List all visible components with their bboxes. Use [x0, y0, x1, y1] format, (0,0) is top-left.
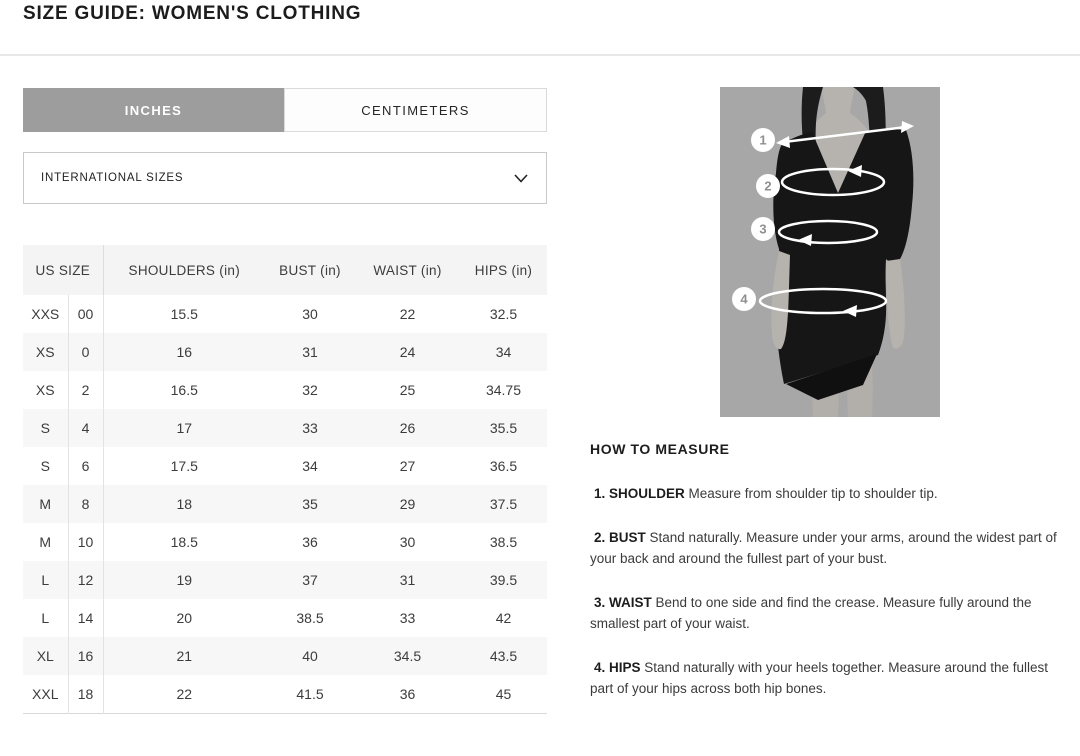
item-text: Stand naturally with your heels together. Measure around the fullest part of your hips across both hip bones. — [590, 659, 1049, 696]
cell-us-number: 2 — [68, 371, 103, 409]
cell-hips: 34 — [495, 344, 512, 360]
col-header-waist: WAIST (in) — [355, 245, 460, 295]
international-sizes-dropdown[interactable] — [23, 152, 547, 204]
item-label: 3. WAIST — [594, 594, 652, 610]
cell-shoulders: 17.5 — [170, 458, 198, 474]
table-row — [23, 675, 547, 713]
cell-waist: 22 — [399, 306, 416, 322]
measure-badge-4: 4 — [740, 291, 748, 307]
cell-shoulders: 16.5 — [170, 382, 198, 398]
table-row — [23, 561, 547, 599]
cell-shoulders: 16 — [176, 344, 193, 360]
cell-size-letter: M — [23, 485, 68, 523]
header-divider — [0, 54, 1080, 56]
cell-hips: 37.5 — [489, 496, 518, 512]
item-text: Bend to one side and find the crease. Measure fully around the smallest part of your waist. — [590, 594, 1032, 631]
cell-bust: 33 — [302, 420, 318, 436]
cell-shoulders: 22 — [176, 685, 193, 702]
chevron-down-icon — [514, 174, 528, 183]
size-table-header — [23, 245, 547, 295]
cell-size-letter: L — [23, 599, 68, 637]
measure-badge-1: 1 — [759, 132, 767, 148]
item-label: 2. BUST — [594, 529, 646, 545]
col-header-hips: HIPS (in) — [460, 245, 547, 295]
cell-bust: 40 — [302, 648, 318, 664]
cell-waist: 26 — [399, 420, 416, 436]
item-label: 1. SHOULDER — [594, 486, 685, 501]
cell-us-number: 00 — [68, 295, 103, 333]
cell-shoulders: 18.5 — [170, 534, 198, 550]
cell-bust: 41.5 — [296, 685, 324, 702]
how-to-item-shoulder — [590, 483, 1070, 505]
how-to-measure-section — [590, 441, 1070, 722]
cell-us-number: 14 — [68, 599, 103, 637]
cell-hips: 38.5 — [489, 534, 518, 550]
table-row — [23, 599, 547, 637]
table-row — [23, 523, 547, 561]
cell-bust: 38.5 — [296, 610, 324, 626]
cell-bust: 30 — [302, 306, 318, 322]
cell-us-number: 0 — [68, 333, 103, 371]
col-header-bust: BUST (in) — [265, 245, 355, 295]
cell-size-letter: XXS — [23, 295, 68, 333]
cell-us-number: 4 — [68, 409, 103, 447]
cell-size-letter: XL — [23, 637, 68, 675]
unit-tabs — [23, 88, 547, 132]
cell-bust: 35 — [302, 496, 318, 512]
cell-hips: 36.5 — [489, 458, 518, 474]
cell-us-number: 6 — [68, 447, 103, 485]
cell-size-letter: XXL — [23, 675, 68, 713]
cell-hips: 35.5 — [489, 420, 518, 436]
cell-us-number: 8 — [68, 485, 103, 523]
cell-waist: 25 — [399, 382, 416, 398]
how-to-item-bust — [590, 527, 1070, 570]
cell-hips: 43.5 — [489, 648, 518, 664]
size-chart-table — [23, 245, 547, 714]
cell-bust: 31 — [302, 344, 318, 360]
cell-hips: 34.75 — [485, 382, 522, 398]
cell-hips: 42 — [495, 610, 512, 626]
cell-waist: 27 — [399, 458, 416, 474]
cell-size-letter: M — [23, 523, 68, 561]
table-row — [23, 447, 547, 485]
cell-bust: 32 — [302, 382, 318, 398]
cell-us-number: 12 — [68, 561, 103, 599]
cell-us-number: 16 — [68, 637, 103, 675]
cell-us-number: 18 — [68, 675, 103, 713]
size-guide-panel — [23, 88, 547, 714]
table-row — [23, 295, 547, 333]
table-row — [23, 409, 547, 447]
measurement-figure-image — [720, 87, 940, 417]
cell-hips: 45 — [495, 685, 512, 702]
cell-size-letter: S — [23, 447, 68, 485]
cell-waist: 36 — [399, 685, 416, 702]
measure-badge-3: 3 — [759, 221, 767, 237]
cell-shoulders: 19 — [176, 572, 193, 588]
dropdown-label: INTERNATIONAL SIZES — [41, 172, 184, 184]
cell-waist: 31 — [399, 572, 416, 588]
cell-waist: 33 — [399, 610, 416, 626]
cell-waist: 30 — [399, 534, 416, 550]
cell-waist: 34.5 — [393, 648, 422, 664]
cell-bust: 37 — [302, 572, 318, 588]
cell-shoulders: 17 — [176, 420, 193, 436]
measure-badge-2: 2 — [764, 178, 772, 194]
col-header-us-size: US SIZE — [23, 245, 103, 295]
cell-shoulders: 18 — [176, 496, 193, 512]
how-to-item-waist — [590, 592, 1070, 635]
cell-waist: 24 — [399, 344, 416, 360]
table-row — [23, 333, 547, 371]
cell-size-letter: XS — [23, 333, 68, 371]
cell-shoulders: 21 — [176, 648, 193, 664]
cell-bust: 36 — [302, 534, 318, 550]
col-header-shoulders: SHOULDERS (in) — [103, 245, 265, 295]
how-to-item-hips — [590, 657, 1070, 700]
cell-shoulders: 20 — [176, 610, 193, 626]
cell-hips: 39.5 — [489, 572, 518, 588]
cell-bust: 34 — [302, 458, 318, 474]
cell-size-letter: XS — [23, 371, 68, 409]
table-row — [23, 637, 547, 675]
size-table-body — [23, 295, 547, 713]
tab-centimeters[interactable]: CENTIMETERS — [284, 88, 547, 132]
table-row — [23, 371, 547, 409]
tab-inches[interactable]: INCHES — [23, 88, 284, 132]
how-to-measure-title: HOW TO MEASURE — [590, 441, 730, 457]
cell-hips: 32.5 — [489, 306, 518, 322]
cell-us-number: 10 — [68, 523, 103, 561]
page-title: SIZE GUIDE: WOMEN'S CLOTHING — [23, 3, 362, 24]
item-text: Measure from shoulder tip to shoulder tip. — [688, 486, 938, 501]
cell-shoulders: 15.5 — [170, 306, 198, 322]
table-row — [23, 485, 547, 523]
item-text: Stand naturally. Measure under your arms, around the widest part of your back and around the fullest part of your bust. — [590, 529, 1057, 566]
cell-size-letter: S — [23, 409, 68, 447]
cell-size-letter: L — [23, 561, 68, 599]
cell-waist: 29 — [399, 496, 416, 512]
item-label: 4. HIPS — [594, 659, 641, 675]
